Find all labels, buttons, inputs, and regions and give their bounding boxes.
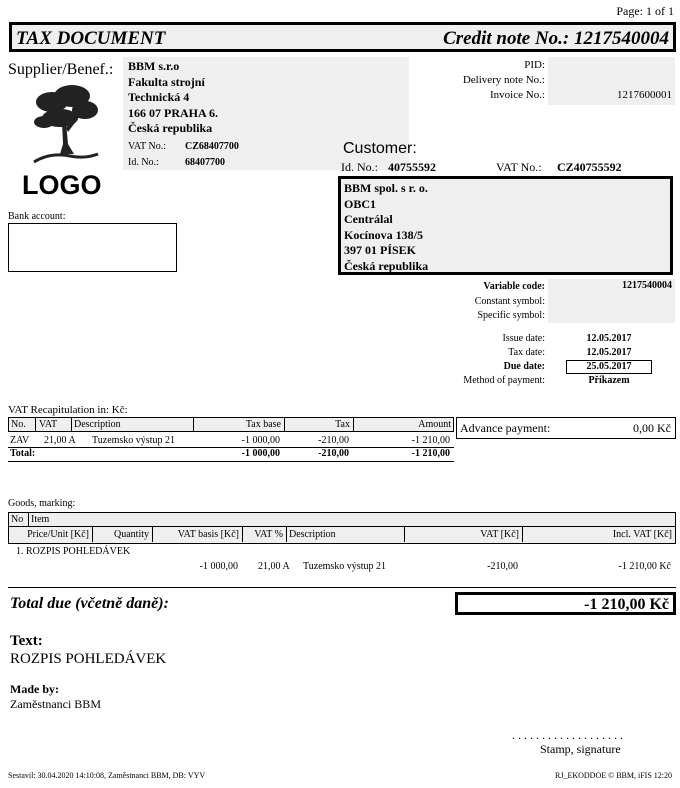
divider bbox=[286, 527, 287, 542]
vat-recap-title: VAT Recapitulation in: Kč: bbox=[8, 404, 128, 416]
customer-address bbox=[344, 181, 428, 274]
text-section-label: Text: bbox=[10, 633, 43, 649]
issue-date-value: 12.05.2017 bbox=[586, 333, 632, 344]
goods-header-row-2 bbox=[8, 527, 676, 544]
goods-col-vat-pct: VAT % bbox=[254, 529, 283, 540]
vat-recap-col-tax: Tax bbox=[335, 419, 350, 430]
supplier-vat-number: CZ68407700 bbox=[185, 141, 239, 152]
pid-value bbox=[552, 58, 672, 73]
supplier-address bbox=[128, 59, 218, 137]
customer-line: Kocínova 138/5 bbox=[344, 227, 424, 242]
customer-vat-label: VAT No.: bbox=[496, 160, 542, 174]
delivery-note-label: Delivery note No.: bbox=[462, 74, 545, 86]
customer-line: OBC1 bbox=[344, 196, 377, 211]
pid-label: PID: bbox=[524, 59, 545, 71]
invoice-number-label: Invoice No.: bbox=[490, 89, 545, 101]
divider bbox=[71, 418, 72, 431]
text-section-value: ROZPIS POHLEDÁVEK bbox=[10, 651, 167, 667]
date-labels bbox=[400, 332, 545, 388]
customer-id-label: Id. No.: bbox=[341, 160, 378, 174]
goods-item-description: Tuzemsko výstup 21 bbox=[303, 561, 386, 572]
goods-title: Goods, marking: bbox=[8, 498, 76, 509]
vat-recap-row-vat: 21,00 A bbox=[44, 435, 76, 446]
vat-recap-row-amount: -1 210,00 bbox=[411, 435, 450, 446]
signature-dots: . . . . . . . . . . . . . . . . . . . bbox=[512, 728, 623, 742]
tax-date-label: Tax date: bbox=[508, 347, 545, 358]
supplier-vat-label: VAT No.: bbox=[128, 141, 166, 152]
divider bbox=[193, 418, 194, 431]
advance-payment-value: 0,00 Kč bbox=[633, 421, 671, 435]
goods-col-item: Item bbox=[31, 514, 50, 525]
advance-payment-label: Advance payment: bbox=[460, 421, 551, 435]
divider bbox=[152, 527, 153, 542]
variable-code-label: Variable code: bbox=[483, 281, 545, 292]
page-number: Page: 1 of 1 bbox=[616, 4, 674, 18]
vat-recap-row-description: Tuzemsko výstup 21 bbox=[92, 435, 175, 446]
goods-col-incl-vat: Incl. VAT [Kč] bbox=[612, 529, 672, 540]
goods-item-title: 1. ROZPIS POHLEDÁVEK bbox=[16, 546, 131, 557]
supplier-line: 166 07 PRAHA 6. bbox=[128, 105, 218, 120]
customer-address-box bbox=[338, 176, 673, 275]
customer-line: Česká republika bbox=[344, 258, 429, 273]
vat-recap-total-tax-base: -1 000,00 bbox=[241, 448, 280, 459]
reference-labels bbox=[400, 58, 545, 103]
goods-header-row-1 bbox=[8, 512, 676, 527]
vat-recap-total-tax: -210,00 bbox=[318, 448, 349, 459]
reference-values bbox=[552, 58, 672, 103]
divider bbox=[404, 527, 405, 542]
vat-recap-col-vat: VAT bbox=[39, 419, 58, 430]
goods-item-vat: -210,00 bbox=[487, 561, 518, 572]
goods-col-quantity: Quantity bbox=[114, 529, 149, 540]
vat-recap-row-no: ZAV bbox=[10, 435, 30, 446]
stamp-signature-label: Stamp, signature bbox=[540, 742, 621, 756]
goods-item-vat-pct: 21,00 A bbox=[258, 561, 290, 572]
total-due-label: Total due (včetně daně): bbox=[10, 595, 169, 612]
vat-recap-total-label: Total: bbox=[10, 448, 36, 459]
vat-recap-col-description: Description bbox=[74, 419, 121, 430]
made-by-value: Zaměstnanci BBM bbox=[10, 697, 101, 711]
goods-item-vat-basis: -1 000,00 bbox=[199, 561, 238, 572]
constant-symbol-label: Constant symbol: bbox=[474, 295, 545, 307]
advance-payment-box bbox=[456, 417, 676, 439]
vat-recap-header bbox=[8, 417, 454, 432]
symbol-labels bbox=[400, 280, 545, 324]
vat-recap-total-amount: -1 210,00 bbox=[411, 448, 450, 459]
credit-note-number: Credit note No.: 1217540004 bbox=[443, 28, 669, 49]
variable-code-value: 1217540004 bbox=[622, 280, 672, 291]
supplier-line: Technická 4 bbox=[128, 90, 190, 104]
logo-text: LOGO bbox=[22, 170, 102, 200]
due-date-label: Due date: bbox=[503, 361, 545, 372]
divider bbox=[284, 418, 285, 431]
vat-recap-row-tax-base: -1 000,00 bbox=[241, 435, 280, 446]
goods-col-vat-basis: VAT basis [Kč] bbox=[177, 529, 239, 540]
customer-line: Centrálal bbox=[344, 212, 393, 226]
customer-line: BBM spol. s r. o. bbox=[344, 181, 428, 195]
footer-right: RJ_EKODDOE © BBM, iFIS 12:20 bbox=[555, 771, 672, 780]
supplier-line: Fakulta strojní bbox=[128, 74, 205, 89]
goods-col-price-unit: Price/Unit [Kč] bbox=[27, 529, 89, 540]
issue-date-label: Issue date: bbox=[502, 333, 545, 344]
bank-account-box bbox=[8, 223, 177, 272]
divider bbox=[28, 513, 29, 526]
vat-recap-col-tax-base: Tax base bbox=[245, 419, 281, 430]
delivery-note-value bbox=[552, 73, 672, 88]
supplier-line: BBM s.r.o bbox=[128, 59, 180, 73]
vat-recap-row-tax: -210,00 bbox=[318, 435, 349, 446]
divider bbox=[35, 418, 36, 431]
supplier-id-label: Id. No.: bbox=[128, 157, 159, 168]
specific-symbol-label: Specific symbol: bbox=[477, 310, 545, 321]
document-header bbox=[9, 22, 676, 52]
divider bbox=[242, 527, 243, 542]
customer-id-number: 40755592 bbox=[388, 160, 436, 174]
bank-account-label: Bank account: bbox=[8, 211, 66, 222]
vat-recap-col-no: No. bbox=[11, 419, 26, 430]
goods-col-no: No bbox=[11, 514, 24, 525]
tree-logo-icon bbox=[30, 82, 100, 166]
total-due-box bbox=[455, 592, 676, 615]
goods-item-incl-vat: -1 210,00 Kč bbox=[618, 561, 671, 572]
divider bbox=[92, 527, 93, 542]
date-values bbox=[566, 332, 652, 388]
divider bbox=[522, 527, 523, 542]
payment-method-label: Method of payment: bbox=[463, 375, 545, 386]
goods-col-description: Description bbox=[289, 529, 336, 540]
supplier-label: Supplier/Benef.: bbox=[8, 61, 114, 78]
total-due-value: -1 210,00 Kč bbox=[584, 596, 669, 613]
due-date-value: 25.05.2017 bbox=[566, 360, 652, 374]
supplier-line: Česká republika bbox=[128, 121, 213, 135]
divider bbox=[353, 418, 354, 431]
footer-left: Sestavil: 30.04.2020 14:10:08, Zaměstnanci BBM, DB: VYV bbox=[8, 771, 206, 780]
payment-method-value: Příkazem bbox=[588, 375, 630, 386]
customer-line: 397 01 PÍSEK bbox=[344, 243, 417, 257]
goods-col-vat: VAT [Kč] bbox=[480, 529, 519, 540]
vat-recap-bottom-line bbox=[8, 461, 454, 462]
tax-date-value: 12.05.2017 bbox=[586, 347, 632, 358]
total-due-separator bbox=[8, 587, 676, 588]
customer-heading: Customer: bbox=[343, 140, 417, 157]
invoice-number-value: 1217600001 bbox=[617, 89, 672, 101]
supplier-id-number: 68407700 bbox=[185, 157, 225, 168]
document-type-title: TAX DOCUMENT bbox=[16, 28, 166, 49]
vat-recap-col-amount: Amount bbox=[418, 419, 451, 430]
customer-vat-number: CZ40755592 bbox=[557, 160, 622, 174]
made-by-label: Made by: bbox=[10, 682, 59, 696]
